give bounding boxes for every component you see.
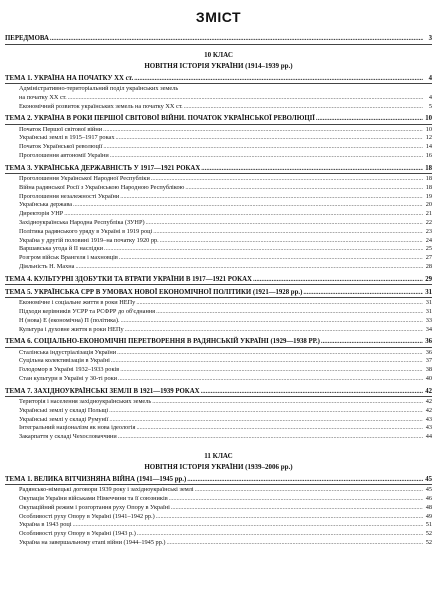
subtopic-label: Політика радянського уряду в Україні в 1919 році — [19, 227, 153, 235]
subtopic-entry[interactable] — [5, 317, 432, 326]
subtopic-page: 40 — [425, 374, 432, 382]
subtopic-page: 45 — [425, 486, 432, 494]
subtopic-label: Особливості руху Опору в Україні (1941–1942 рр.) — [19, 512, 155, 520]
subtopic-label: Початок Першої світової війни — [19, 125, 103, 133]
subtopic-page: 21 — [425, 210, 432, 218]
topic-entry[interactable] — [5, 387, 432, 397]
leader-dots — [73, 201, 423, 210]
leader-dots — [152, 398, 423, 407]
leader-dots — [171, 504, 423, 513]
leader-dots — [109, 407, 423, 416]
leader-dots — [134, 74, 423, 83]
leader-dots — [104, 245, 423, 254]
preface-entry[interactable] — [5, 35, 432, 45]
subtopic-entry[interactable] — [5, 152, 432, 161]
topic-page: 45 — [425, 475, 432, 483]
leader-dots — [136, 424, 423, 433]
subtopic-label: Стан культури в Україні у 30-ті роки — [19, 374, 118, 382]
subtopic-entry[interactable] — [5, 398, 432, 407]
leader-dots — [103, 126, 423, 135]
topic-entry[interactable] — [5, 275, 432, 285]
subtopic-page: 22 — [425, 218, 432, 226]
subtopic-label: Варшавська угода й ІІ наслідки — [19, 245, 104, 253]
subtopic-label: Директорія УНР — [19, 210, 64, 218]
leader-dots — [321, 337, 423, 346]
leader-dots — [115, 134, 423, 143]
subtopic-entry[interactable] — [5, 94, 432, 103]
subtopic-page: 52 — [425, 538, 432, 546]
subtopic-label: Підходи керівників УСРР та РСФРР до об'єднання — [19, 307, 156, 315]
subtopic-page: 27 — [425, 254, 432, 262]
leader-dots — [121, 317, 423, 326]
subtopic-label: Інтегральний націоналізм як нова ідеологія — [19, 424, 136, 432]
subtopic-page: 31 — [425, 299, 432, 307]
subtopic-entry[interactable] — [5, 210, 432, 219]
subtopic-page: 12 — [425, 134, 432, 142]
subtopic-label: Початок Української революції — [19, 143, 103, 151]
topic-page: 18 — [425, 164, 432, 172]
subtopic-page: 52 — [425, 530, 432, 538]
topic-page: 36 — [425, 338, 432, 346]
subtopic-page: 34 — [425, 325, 432, 333]
subtopic-label: Економічне і соціальне життя в роки НЕПу — [19, 299, 136, 307]
subtopic-label: Україна на завершальному етапі війни (1944–1945 рр.) — [19, 538, 166, 546]
subtopic-page: 43 — [425, 424, 432, 432]
subtopic-label: Особливості руху Опору в Україні (1943 р.) — [19, 530, 136, 538]
subtopic-label: Територія і населення західноукраїнських земель — [19, 397, 152, 405]
leader-dots — [68, 94, 423, 103]
subtopic-page: 31 — [425, 307, 432, 315]
leader-dots — [110, 152, 423, 161]
entry-page: 3 — [428, 35, 432, 42]
leader-dots — [136, 299, 423, 308]
subtopic-label: Україна у другій половині 1919–на початку 1920 рр. — [19, 236, 159, 244]
topic-page: 29 — [425, 275, 432, 283]
leader-dots — [73, 521, 423, 530]
leader-dots — [146, 219, 423, 228]
subtopic-page: 49 — [425, 512, 432, 520]
topic-label: ТЕМА 3. УКРАЇНСЬКА ДЕРЖАВНІСТЬ У 1917—1921 РОКАХ — [5, 164, 201, 172]
class11-topics — [5, 475, 432, 548]
leader-dots — [184, 103, 423, 112]
leader-dots — [316, 114, 423, 123]
subtopic-label: Розгром військ Врангеля і махновців — [19, 254, 118, 262]
leader-dots — [195, 486, 423, 495]
topic-entry[interactable] — [5, 475, 432, 485]
leader-dots — [156, 513, 423, 522]
leader-dots — [187, 475, 423, 484]
subtopic-page: 18 — [425, 183, 432, 191]
subtopic-entry[interactable] — [5, 263, 432, 272]
subtopic-entry[interactable] — [5, 326, 432, 335]
leader-dots — [303, 288, 423, 297]
leader-dots — [64, 210, 423, 219]
leader-dots — [253, 275, 423, 284]
class-subheading: НОВІТНЯ ІСТОРІЯ УКРАЇНИ (1914–1939 рр.) — [144, 61, 293, 70]
subtopic-entry[interactable] — [5, 85, 432, 94]
leader-dots — [111, 357, 423, 366]
subtopic-entry[interactable] — [5, 228, 432, 237]
subtopic-entry[interactable] — [5, 193, 432, 202]
subtopic-label: Закарпаття у складі Чехословаччини — [19, 433, 117, 441]
subtopic-page: 37 — [425, 357, 432, 365]
subtopic-page: 44 — [425, 433, 432, 441]
topic-label: ТЕМА 6. СОЦІАЛЬНО-ЕКОНОМІЧНІ ПЕРЕТВОРЕННЯ В РАДЯНСЬКІЙ УКРАЇНІ (1929—1938 РР.) — [5, 338, 320, 346]
subtopic-entry[interactable] — [5, 254, 432, 263]
subtopic-entry[interactable] — [5, 349, 432, 358]
topic-label: ТЕМА 1. ВЕЛИКА ВІТЧИЗНЯНА ВІЙНА (1941—1945 рр.) — [5, 475, 187, 483]
subtopic-page: 4 — [428, 93, 432, 101]
leader-dots — [120, 193, 423, 202]
topic-entry[interactable] — [5, 74, 432, 84]
subtopic-entry[interactable] — [5, 308, 432, 317]
leader-dots — [153, 228, 423, 237]
subtopic-entry[interactable] — [5, 375, 432, 384]
subtopic-entry[interactable] — [5, 366, 432, 375]
subtopic-page: 24 — [425, 236, 432, 244]
subtopic-entry[interactable] — [5, 539, 432, 548]
subtopic-label: Культура і духовне життя в роки НЕПу — [19, 325, 124, 333]
subtopic-page: 42 — [425, 397, 432, 405]
subtopic-entry[interactable] — [5, 416, 432, 425]
topic-label: ТЕМА 1. УКРАЇНА НА ПОЧАТКУ ХХ ст. — [5, 74, 134, 82]
topic-page: 10 — [425, 115, 432, 123]
subtopic-entry[interactable] — [5, 134, 432, 143]
leader-dots — [75, 263, 423, 272]
subtopic-label: Н (нова) Е (економічна) П (політика). — [19, 316, 120, 324]
subtopic-page: 36 — [425, 348, 432, 356]
topic-label: ТЕМА 7. ЗАХІДНОУКРАЇНСЬКІ ЗЕМЛІ В 1921—1939 РОКАХ — [5, 387, 200, 395]
subtopic-entry[interactable] — [5, 237, 432, 246]
subtopic-label: Українська держава — [19, 201, 73, 209]
subtopic-label: Голодомор в Україні 1932–1933 років — [19, 366, 120, 374]
subtopic-entry[interactable] — [5, 103, 432, 112]
subtopic-page: 33 — [425, 316, 432, 324]
subtopic-entry[interactable] — [5, 486, 432, 495]
page-title: ЗМІСТ — [195, 9, 242, 25]
subtopic-label: Західноукраїнська Народна Республіка (ЗУНР) — [19, 218, 145, 226]
subtopic-label: Адміністративно-територіальний поділ українських земель — [19, 85, 179, 92]
subtopic-entry[interactable] — [5, 357, 432, 366]
leader-dots — [118, 375, 423, 384]
subtopic-page: 43 — [425, 415, 432, 423]
leader-dots — [50, 35, 423, 44]
subtopic-label: Українські землі у складі Румунії — [19, 415, 109, 423]
leader-dots — [103, 143, 423, 152]
leader-dots — [156, 308, 423, 317]
subtopic-entry[interactable] — [5, 219, 432, 228]
subtopic-entry[interactable] — [5, 184, 432, 193]
leader-dots — [167, 539, 423, 548]
class-heading: 11 КЛАС — [204, 451, 233, 460]
subtopic-page: 23 — [425, 227, 432, 235]
subtopic-entry[interactable] — [5, 504, 432, 513]
topic-page: 42 — [425, 387, 432, 395]
leader-dots — [201, 164, 423, 173]
subtopic-page: 25 — [425, 245, 432, 253]
subtopic-label: Українські землі у складі Польщі — [19, 406, 109, 414]
subtopic-page: 46 — [425, 494, 432, 502]
subtopic-entry[interactable] — [5, 201, 432, 210]
subtopic-entry[interactable] — [5, 530, 432, 539]
subtopic-page: 28 — [425, 262, 432, 270]
topic-page: 31 — [425, 288, 432, 296]
subtopic-label: Радянсько-німецькі договори 1939 року і західноукраїнські землі — [19, 486, 194, 494]
subtopic-page: 20 — [425, 201, 432, 209]
subtopic-label: Україна в 1943 році — [19, 521, 72, 529]
leader-dots — [125, 326, 423, 335]
leader-dots — [160, 237, 423, 246]
entry-label: ПЕРЕДМОВА — [5, 35, 49, 42]
leader-dots — [169, 495, 423, 504]
class10-topics — [5, 74, 432, 442]
subtopic-page: 14 — [425, 143, 432, 151]
subtopic-entry[interactable] — [5, 424, 432, 433]
subtopic-entry[interactable] — [5, 126, 432, 135]
subtopic-entry[interactable] — [5, 407, 432, 416]
class-heading: 10 КЛАС — [204, 50, 233, 59]
subtopic-entry[interactable] — [5, 433, 432, 442]
leader-dots — [119, 254, 423, 263]
leader-dots — [109, 416, 423, 425]
table-of-contents — [5, 5, 432, 548]
subtopic-label: Проголошення Української Народної Республіки — [19, 174, 150, 182]
leader-dots — [120, 366, 423, 375]
topic-label: ТЕМА 5. УКРАЇНСЬКА СРР В УМОВАХ НОВОЇ ЕКОНОМІЧНОЇ ПОЛІТИКИ (1921—1928 рр.) — [5, 288, 303, 296]
subtopic-page: 18 — [425, 174, 432, 182]
subtopic-label: Сталінська індустріалізація України — [19, 348, 117, 356]
subtopic-entry[interactable] — [5, 299, 432, 308]
topic-label: ТЕМА 2. УКРАЇНА В РОКИ ПЕРШОЇ СВІТОВОЇ ВІЙНИ. ПОЧАТОК УКРАЇНСЬКОЇ РЕВОЛЮЦІЇ — [5, 115, 315, 123]
subtopic-page: 5 — [428, 102, 432, 110]
leader-dots — [185, 184, 423, 193]
subtopic-label: Суцільна колективізація в Україні — [19, 357, 110, 365]
subtopic-label: Діяльність Н. Махна — [19, 262, 75, 270]
subtopic-entry[interactable] — [5, 521, 432, 530]
subtopic-page: 19 — [425, 192, 432, 200]
class-subheading: НОВІТНЯ ІСТОРІЯ УКРАЇНИ (1939–2006 рр.) — [144, 462, 293, 471]
leader-dots — [137, 530, 423, 539]
subtopic-entry[interactable] — [5, 175, 432, 184]
subtopic-label: на початку ХХ ст. — [19, 93, 67, 101]
subtopic-page: 48 — [425, 503, 432, 511]
subtopic-label: Проголошення автономії України — [19, 151, 109, 159]
subtopic-page: 10 — [425, 125, 432, 133]
subtopic-entry[interactable] — [5, 143, 432, 152]
leader-dots — [201, 387, 423, 396]
topic-entry[interactable] — [5, 337, 432, 347]
subtopic-page: 51 — [425, 521, 432, 529]
leader-dots — [151, 175, 423, 184]
subtopic-label: Окупація України військами Німеччини та її союзників — [19, 494, 168, 502]
topic-page: 4 — [428, 74, 432, 82]
topic-entry[interactable] — [5, 114, 432, 124]
subtopic-page: 16 — [425, 151, 432, 159]
subtopic-label: Проголошення незалежності України — [19, 192, 120, 200]
topic-label: ТЕМА 4. КУЛЬТУРНІ ЗДОБУТКИ ТА ВТРАТИ УКРАЇНИ В 1917—1921 РОКАХ — [5, 275, 252, 283]
subtopic-label: Війна радянської Росії з Українською Народною Республікою — [19, 183, 185, 191]
subtopic-entry[interactable] — [5, 495, 432, 504]
subtopic-label: Окупаційний режим і розгортання руху Опору в Україні — [19, 503, 170, 511]
subtopic-entry[interactable] — [5, 513, 432, 522]
topic-entry[interactable] — [5, 164, 432, 174]
subtopic-page: 42 — [425, 406, 432, 414]
subtopic-label: Економічний розвиток українських земель на початку ХХ ст. — [19, 102, 183, 110]
leader-dots — [117, 349, 423, 358]
leader-dots — [118, 433, 423, 442]
subtopic-page: 38 — [425, 366, 432, 374]
topic-entry[interactable] — [5, 288, 432, 298]
subtopic-label: Українські землі в 1915–1917 роках — [19, 134, 115, 142]
subtopic-entry[interactable] — [5, 245, 432, 254]
